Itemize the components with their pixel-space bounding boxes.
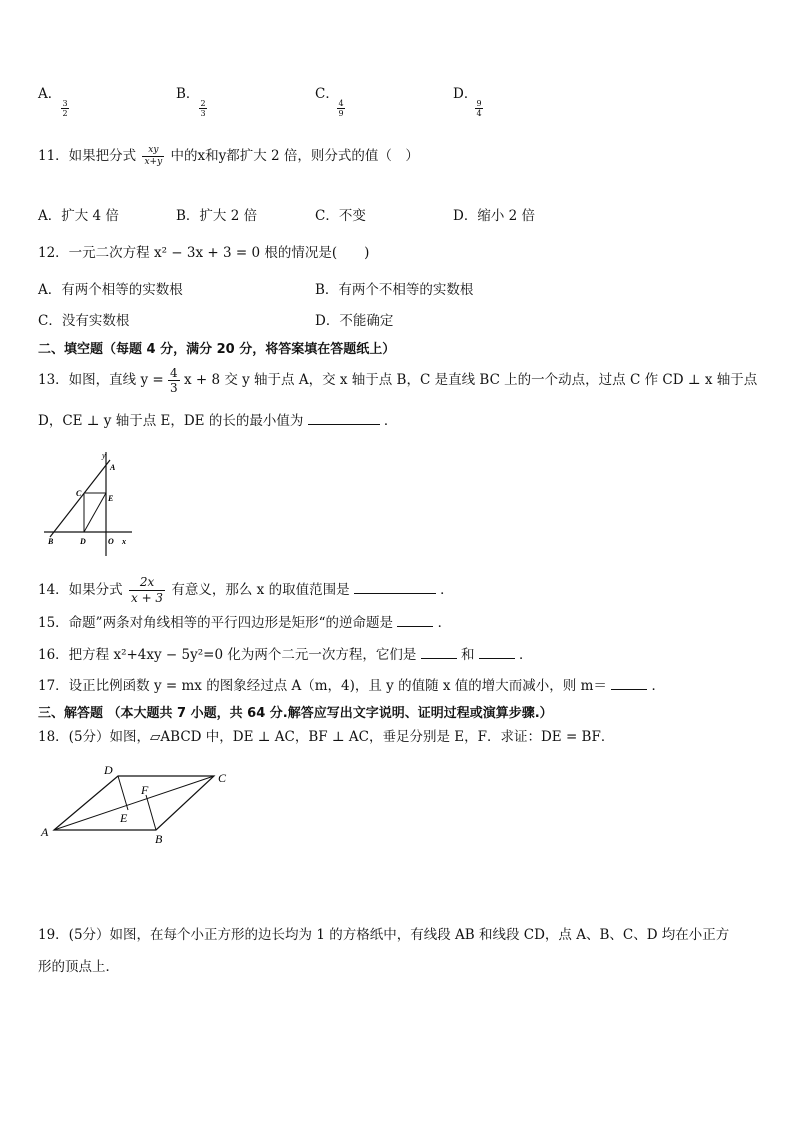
q12-option-b: B．有两个不相等的实数根	[315, 282, 474, 298]
label-c: C	[76, 489, 82, 498]
section-2-header: 二、填空题（每题 4 分，满分 20 分，将答案填在答题纸上）	[38, 342, 396, 357]
fraction-numerator: 9	[476, 99, 482, 108]
q14-prefix: 14．如果分式	[38, 582, 123, 598]
q16-mid: 和	[460, 647, 475, 663]
fraction-numerator: 2x	[129, 575, 165, 591]
q16-text: 16．把方程 x²+4xy − 5y²=0 化为两个二元一次方程，它们是	[38, 647, 417, 663]
q10-option-b	[176, 84, 199, 104]
q17-end: ．	[651, 678, 665, 694]
q13-fraction	[168, 366, 180, 395]
question-17	[38, 675, 665, 696]
label-e: E	[120, 811, 128, 825]
label-a: A	[41, 825, 49, 839]
q10-option-c	[315, 84, 339, 104]
fraction-numerator: 4	[338, 99, 344, 108]
q18-figure	[38, 762, 238, 847]
label-b: B	[155, 832, 163, 846]
option-label: D．	[453, 86, 478, 102]
option-label: A．	[38, 86, 62, 102]
section-3-header: 三、解答题 （本大题共 7 小题，共 64 分.解答应写出文字说明、证明过程或演算步骤.）	[38, 706, 553, 721]
segment-de	[84, 493, 106, 532]
label-o: O	[108, 537, 114, 546]
answer-blank-2	[479, 644, 515, 659]
answer-blank	[354, 579, 436, 594]
fraction-denominator: 3	[200, 109, 206, 118]
segment-de	[118, 776, 128, 810]
q13-line2-end: ．	[383, 413, 398, 429]
question-19-line-1: 19．(5分）如图，在每个小正方形的边长均为 1 的方格纸中，有线段 AB 和线段 CD，点 A、B、C、D 均在小正方	[38, 927, 730, 943]
q11-suffix: 中的x和y都扩大 2 倍，则分式的值（ ）	[170, 148, 419, 164]
diagonal-ac	[54, 776, 214, 830]
question-13-line-1	[38, 366, 757, 395]
label-f: F	[141, 783, 149, 797]
q10-option-c-fraction	[337, 99, 345, 118]
q10-option-a	[38, 84, 61, 104]
label-y: y	[102, 451, 106, 460]
q11-option-d: D．缩小 2 倍	[453, 208, 535, 224]
label-d: D	[80, 537, 86, 546]
question-12: 12．一元二次方程 x² − 3x + 3 = 0 根的情况是( )	[38, 245, 370, 261]
label-c: C	[218, 771, 227, 785]
question-13-line-2	[38, 410, 397, 431]
fraction-numerator: 2	[200, 99, 206, 108]
q13-figure	[40, 448, 140, 563]
answer-blank	[397, 612, 433, 627]
q11-prefix: 11．如果把分式	[38, 148, 137, 164]
q14-suffix: 有意义，那么 x 的取值范围是	[171, 582, 350, 598]
label-d: D	[104, 763, 113, 777]
q17-text: 17．设正比例函数 y = mx 的图象经过点 A（m，4)，且 y 的值随 x 值的增大而减小，则 m＝	[38, 678, 607, 694]
fraction-denominator: x+y	[144, 157, 163, 167]
fraction-denominator: 4	[476, 109, 482, 118]
q11-option-a: A．扩大 4 倍	[38, 208, 119, 224]
segment-bf	[146, 795, 156, 830]
label-x: x	[122, 537, 126, 546]
option-label: B．	[176, 86, 200, 102]
q14-end: ．	[440, 582, 454, 598]
q10-option-a-fraction	[61, 99, 69, 118]
q13-line2-text: D，CE ⊥ y 轴于点 E，DE 的长的最小值为	[38, 413, 304, 429]
q10-option-d-fraction	[475, 99, 483, 118]
question-19-line-2: 形的顶点上．	[38, 959, 119, 975]
fraction-denominator: 2	[62, 109, 68, 118]
answer-blank	[611, 675, 647, 690]
q16-end: ．	[519, 647, 533, 663]
question-11	[38, 145, 419, 168]
q14-fraction	[129, 575, 165, 606]
label-a: A	[110, 463, 116, 472]
q13-prefix: 13．如图，直线 y =	[38, 372, 164, 388]
fraction-numerator: xy	[142, 145, 164, 157]
q11-fraction	[142, 145, 164, 168]
label-b: B	[48, 537, 54, 546]
question-18: 18．(5分）如图，▱ABCD 中，DE ⊥ AC，BF ⊥ AC，垂足分别是 E，F．求证：DE = BF．	[38, 729, 615, 745]
label-e: E	[108, 494, 114, 503]
line-ab	[50, 460, 110, 537]
fraction-denominator: 3	[170, 381, 178, 395]
question-14	[38, 575, 454, 606]
question-15	[38, 612, 451, 633]
fraction-denominator: 9	[338, 109, 344, 118]
q12-option-c: C．没有实数根	[38, 313, 130, 329]
q15-end: ．	[437, 615, 452, 631]
option-label: C．	[315, 86, 339, 102]
q12-option-a: A．有两个相等的实数根	[38, 282, 183, 298]
answer-blank	[308, 410, 380, 425]
question-16	[38, 644, 533, 665]
fraction-numerator: 3	[62, 99, 68, 108]
q12-option-d: D．不能确定	[315, 313, 394, 329]
q10-option-b-fraction	[199, 99, 207, 118]
q11-option-c: C．不变	[315, 208, 366, 224]
q13-suffix: x + 8 交 y 轴于点 A，交 x 轴于点 B，C 是直线 BC 上的一个动点，过点 C 作 CD ⊥ x 轴于点	[183, 372, 758, 388]
answer-blank-1	[421, 644, 457, 659]
q15-text: 15．命题”两条对角线相等的平行四边形是矩形“的逆命题是	[38, 615, 393, 631]
fraction-denominator: x + 3	[130, 591, 164, 605]
q10-option-d	[453, 84, 477, 104]
fraction-numerator: 4	[170, 366, 178, 380]
q11-option-b: B．扩大 2 倍	[176, 208, 258, 224]
